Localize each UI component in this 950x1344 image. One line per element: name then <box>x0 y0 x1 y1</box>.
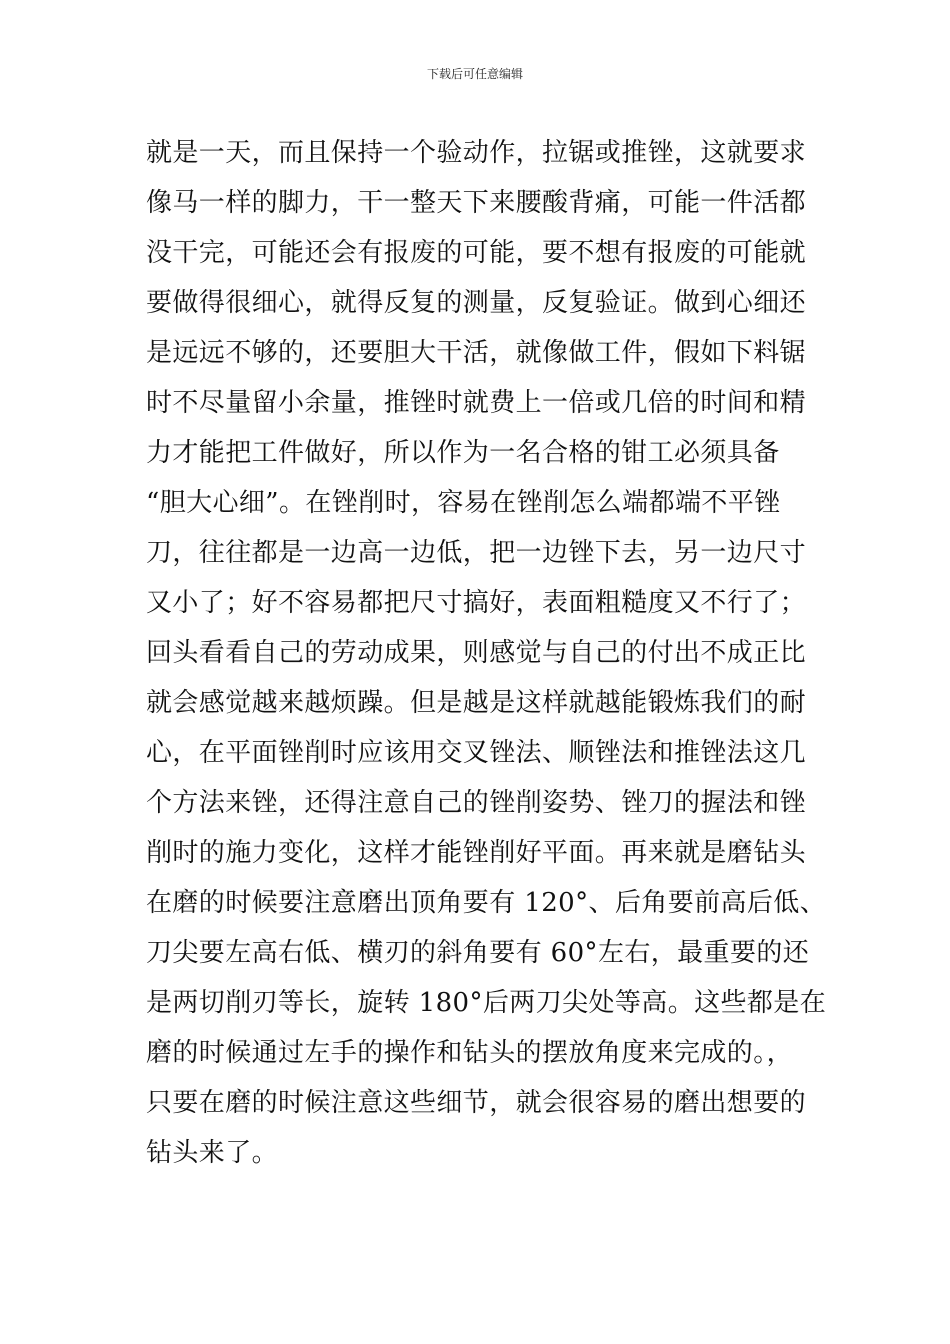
text-line: 磨的时候通过左手的操作和钻头的摆放角度来完成的。， <box>146 1038 794 1068</box>
body-paragraph <box>146 128 826 1178</box>
text-line: 刀尖要左高右低、横刃的斜角要有 60°左右，最重要的还 <box>146 938 810 968</box>
text-line: 就是一天，而且保持一个验动作，拉锯或推锉，这就要求 <box>146 138 807 168</box>
text-line: 是远远不够的，还要胆大干活，就像做工件，假如下料锯 <box>146 338 807 368</box>
text-line: 刀，往往都是一边高一边低，把一边锉下去，另一边尺寸 <box>146 538 807 568</box>
text-line: 时不尽量留小余量，推锉时就费上一倍或几倍的时间和精 <box>146 388 807 418</box>
text-line: 力才能把工件做好，所以作为一名合格的钳工必须具备 <box>146 438 780 468</box>
text-line: 个方法来锉，还得注意自己的锉削姿势、锉刀的握法和锉 <box>146 788 807 818</box>
text-line: 像马一样的脚力，干一整天下来腰酸背痛，可能一件活都 <box>146 188 807 218</box>
text-line: 只要在磨的时候注意这些细节，就会很容易的磨出想要的 <box>146 1088 807 1118</box>
text-line: “胆大心细”。在锉削时，容易在锉削怎么端都端不平锉 <box>146 488 781 518</box>
text-line: 是两切削刃等长，旋转 180°后两刀尖处等高。这些都是在 <box>146 988 827 1018</box>
text-line: 就会感觉越来越烦躁。但是越是这样就越能锻炼我们的耐 <box>146 688 807 718</box>
text-line: 没干完，可能还会有报废的可能，要不想有报废的可能就 <box>146 238 807 268</box>
page-header: 下载后可任意编辑 <box>426 67 523 81</box>
text-line: 回头看看自己的劳动成果，则感觉与自己的付出不成正比 <box>146 638 807 668</box>
text-line: 在磨的时候要注意磨出顶角要有 120°、后角要前高后低、 <box>146 888 827 918</box>
text-line: 要做得很细心，就得反复的测量，反复验证。做到心细还 <box>146 288 807 318</box>
text-line: 削时的施力变化，这样才能锉削好平面。再来就是磨钻头 <box>146 838 807 868</box>
text-line: 心，在平面锉削时应该用交叉锉法、顺锉法和推锉法这几 <box>146 738 807 768</box>
text-line: 又小了；好不容易都把尺寸搞好，表面粗糙度又不行了； <box>146 588 807 618</box>
text-line: 钻头来了。 <box>146 1138 279 1168</box>
